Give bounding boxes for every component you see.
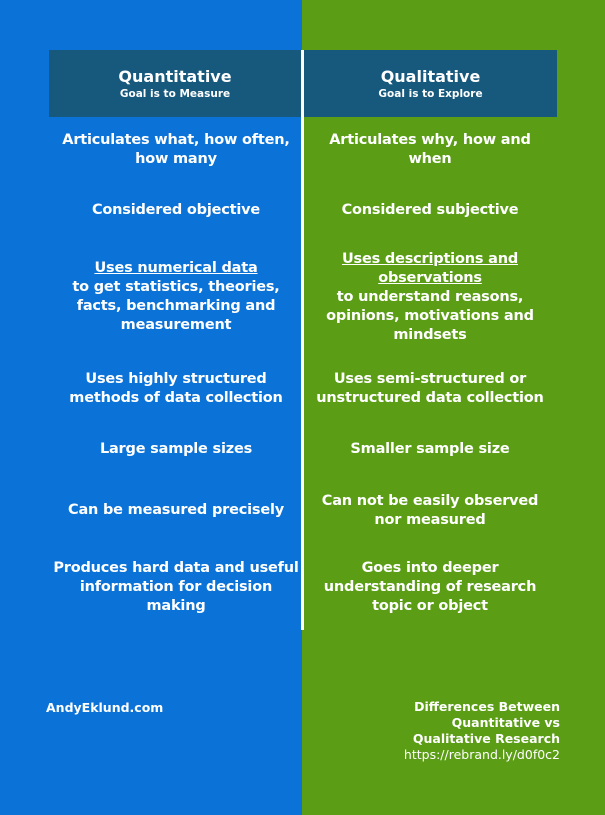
row-text: Uses highly structured methods of data collection: [69, 371, 283, 406]
row-text: Goes into deeper understanding of research topic or object: [323, 559, 537, 614]
quantitative-header: [49, 50, 301, 117]
row-text: to get statistics, theories, facts, benchmarking and measurement: [72, 279, 280, 333]
row-text: Smaller sample size: [350, 440, 510, 457]
quantitative-row-text: [52, 558, 300, 616]
quantitative-row-text: [52, 500, 300, 520]
qualitative-header: [304, 50, 557, 117]
qualitative-row-text: [312, 491, 548, 531]
quantitative-row-text: [52, 258, 300, 336]
row-text: Can be measured precisely: [68, 501, 284, 518]
source-link[interactable]: https://rebrand.ly/d0f0c2: [403, 747, 560, 762]
qualitative-row-text: [312, 200, 548, 220]
row-text: Can not be easily observed nor measured: [321, 493, 539, 528]
quantitative-row-text: [52, 439, 300, 459]
caption-line: Quantitative vs: [451, 715, 560, 730]
row-text: Uses semi-structured or unstructured data collection: [316, 371, 544, 406]
qualitative-row-text: [312, 558, 548, 616]
brand-text: AndyEklund.com: [46, 700, 164, 715]
row-emphasis: Uses descriptions and observations: [341, 250, 518, 286]
quantitative-row-text: [52, 130, 300, 170]
column-divider: [301, 50, 304, 630]
qualitative-row-text: [312, 249, 548, 345]
quantitative-row-text: [52, 200, 300, 220]
quantitative-subtitle: Goal is to Measure: [119, 87, 231, 100]
caption-line: Qualitative Research: [412, 731, 560, 746]
row-text: Considered objective: [91, 201, 261, 218]
row-text: to understand reasons, opinions, motivations and mindsets: [326, 288, 534, 343]
footer-caption: [404, 699, 560, 763]
qualitative-row-text: [312, 130, 548, 170]
row-emphasis: Uses numerical data: [94, 260, 258, 276]
quantitative-title: Quantitative: [118, 66, 232, 86]
row-text: Articulates why, how and when: [329, 132, 531, 167]
caption-line: Differences Between: [414, 699, 560, 714]
row-text: Produces hard data and useful information for decision making: [53, 559, 299, 614]
row-text: Articulates what, how often, how many: [62, 132, 290, 167]
qualitative-title: Qualitative: [380, 66, 481, 86]
quantitative-row-text: [52, 369, 300, 409]
row-text: Large sample sizes: [99, 440, 253, 457]
qualitative-row-text: [312, 439, 548, 459]
row-text: Considered subjective: [341, 201, 519, 218]
qualitative-subtitle: Goal is to Explore: [378, 87, 483, 100]
qualitative-row-text: [312, 369, 548, 409]
